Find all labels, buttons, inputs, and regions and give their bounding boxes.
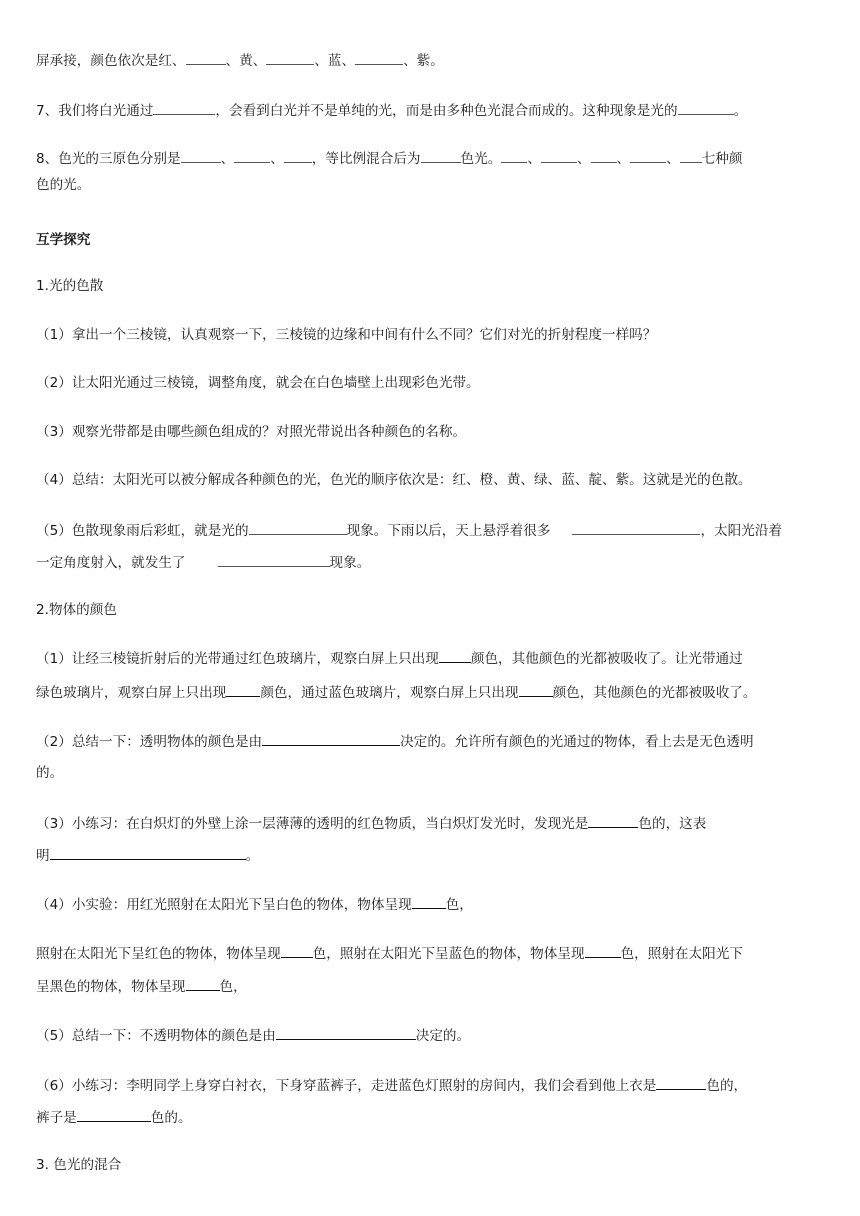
text-segment: 现象。 xyxy=(329,555,371,571)
text-segment: 色， xyxy=(445,897,473,913)
question-7 xyxy=(36,100,832,121)
fill-blank[interactable] xyxy=(186,976,220,991)
text-segment: 、 xyxy=(576,151,591,167)
fill-blank[interactable] xyxy=(630,148,666,163)
fill-blank[interactable] xyxy=(266,50,314,65)
fill-blank[interactable] xyxy=(186,50,226,65)
text-line: 的。 xyxy=(36,765,64,781)
fill-blank[interactable] xyxy=(276,1025,416,1040)
text-segment: 明 xyxy=(36,848,50,864)
text-line xyxy=(36,845,832,866)
text-segment: （4）小实验：用红光照射在太阳光下呈白色的物体，物体呈现 xyxy=(36,897,412,913)
paragraph xyxy=(36,648,832,669)
text-segment: 。 xyxy=(245,848,260,864)
fill-blank[interactable] xyxy=(412,894,446,909)
fill-blank[interactable] xyxy=(541,148,577,163)
text-segment: 、 xyxy=(270,151,284,167)
text-segment: ，会看到白光并不是单纯的光，而是由多种色光混合而成的。这种现象是光的 xyxy=(215,103,678,119)
fill-blank[interactable] xyxy=(656,1075,706,1090)
paragraph xyxy=(36,894,832,915)
text-segment: 色的。 xyxy=(150,1110,192,1126)
paragraph xyxy=(36,1075,832,1096)
fill-blank[interactable] xyxy=(519,682,553,697)
fill-blank[interactable] xyxy=(262,731,400,746)
fill-blank[interactable] xyxy=(588,813,638,828)
text-segment: 色，照射在太阳光下呈蓝色的物体，物体呈现 xyxy=(312,946,585,962)
text-segment: 、蓝、 xyxy=(314,53,356,69)
text-line xyxy=(36,682,832,703)
text-segment: 绿色玻璃片，观察白屏上只出现 xyxy=(36,685,227,701)
fill-blank[interactable] xyxy=(77,1107,151,1122)
text-segment: 色， xyxy=(219,979,247,995)
text-segment: 裤子是 xyxy=(36,1110,77,1126)
fill-blank[interactable] xyxy=(181,148,221,163)
text-segment: 色的， xyxy=(706,1078,748,1094)
text-segment: 色的，这表 xyxy=(638,816,707,832)
text-line xyxy=(36,943,832,964)
fill-blank[interactable] xyxy=(284,148,312,163)
fill-blank[interactable] xyxy=(355,50,403,65)
text-segment: （2）总结一下：透明物体的颜色是由 xyxy=(36,734,263,750)
fill-blank[interactable] xyxy=(585,943,621,958)
fill-blank[interactable] xyxy=(439,648,471,663)
fill-blank[interactable] xyxy=(678,100,734,115)
fill-blank[interactable] xyxy=(153,100,215,115)
text-segment: （5）总结一下：不透明物体的颜色是由 xyxy=(36,1028,276,1044)
text-line xyxy=(36,1107,832,1128)
question-8 xyxy=(36,148,832,169)
fill-blank[interactable] xyxy=(591,148,617,163)
text-segment: 呈黑色的物体，物体呈现 xyxy=(36,979,186,995)
text-line xyxy=(36,50,832,71)
fill-blank[interactable] xyxy=(680,148,702,163)
text-line xyxy=(36,175,832,195)
text-segment: 、黄、 xyxy=(225,53,267,69)
subsection-title: 2.物体的颜色 xyxy=(36,602,117,618)
text-line xyxy=(36,552,832,573)
fill-blank[interactable] xyxy=(234,148,270,163)
paragraph xyxy=(36,520,832,541)
text-segment: 色的光。 xyxy=(36,177,91,193)
text-segment: 、 xyxy=(666,151,680,167)
fill-blank[interactable] xyxy=(249,520,347,535)
text-segment: 、 xyxy=(527,151,541,167)
text-segment: （5）色散现象雨后彩虹，就是光的 xyxy=(36,523,249,539)
fill-blank[interactable] xyxy=(421,148,461,163)
text-segment: 照射在太阳光下呈红色的物体，物体呈现 xyxy=(36,946,281,962)
text-segment: 屏承接，颜色依次是红、 xyxy=(36,53,186,69)
fill-blank[interactable] xyxy=(501,148,527,163)
text-segment: 颜色，通过蓝色玻璃片，观察白屏上只出现 xyxy=(260,685,519,701)
fill-blank[interactable] xyxy=(50,845,246,860)
text-segment: 色，照射在太阳光下 xyxy=(620,946,743,962)
text-segment: 七种颜 xyxy=(701,151,743,167)
paragraph: （4）总结：太阳光可以被分解成各种颜色的光，色光的顺序依次是：红、橙、黄、绿、蓝、靛、紫。这就是光的色散。 xyxy=(36,472,752,488)
text-segment: 、 xyxy=(220,151,235,167)
text-segment: 、紫。 xyxy=(403,53,444,69)
text-segment: 、 xyxy=(616,151,631,167)
paragraph: （3）观察光带都是由哪些颜色组成的？对照光带说出各种颜色的名称。 xyxy=(36,424,467,440)
text-line xyxy=(36,976,832,997)
text-segment: 一定角度射入，就发生了 xyxy=(36,555,186,571)
text-segment: 色光。 xyxy=(460,151,502,167)
fill-blank[interactable] xyxy=(572,520,700,535)
text-segment: （1）让经三棱镜折射后的光带通过红色玻璃片，观察白屏上只出现 xyxy=(36,651,439,667)
paragraph xyxy=(36,731,832,752)
paragraph: （1）拿出一个三棱镜，认真观察一下，三棱镜的边缘和中间有什么不同？它们对光的折射程度一样吗？ xyxy=(36,327,657,343)
text-segment: （3）小练习：在白炽灯的外壁上涂一层薄薄的透明的红色物质，当白炽灯发光时，发现光是 xyxy=(36,816,589,832)
fill-blank[interactable] xyxy=(226,682,260,697)
text-segment: 7、我们将白光通过 xyxy=(36,103,154,119)
paragraph xyxy=(36,1025,832,1046)
text-segment: 决定的。 xyxy=(415,1028,471,1044)
text-segment: 8、色光的三原色分别是 xyxy=(36,151,181,167)
fill-blank[interactable] xyxy=(281,943,313,958)
text-segment: ，等比例混合后为 xyxy=(311,151,421,167)
text-segment: 。 xyxy=(733,103,748,119)
text-segment: 颜色，其他颜色的光都被吸收了。让光带通过 xyxy=(470,651,743,667)
subsection-title: 1.光的色散 xyxy=(36,278,104,294)
text-segment: 现象。下雨以后，天上悬浮着很多 xyxy=(346,523,551,539)
section-heading: 互学探究 xyxy=(36,232,91,248)
fill-blank[interactable] xyxy=(218,552,330,567)
paragraph: （2）让太阳光通过三棱镜，调整角度，就会在白色墙壁上出现彩色光带。 xyxy=(36,375,480,391)
subsection-title: 3. 色光的混合 xyxy=(36,1157,122,1173)
text-segment: ，太阳光沿着 xyxy=(700,523,783,539)
text-segment: （6）小练习：李明同学上身穿白衬衣，下身穿蓝裤子，走进蓝色灯照射的房间内，我们会看到他上衣是 xyxy=(36,1078,657,1094)
text-segment: 决定的。允许所有颜色的光通过的物体，看上去是无色透明 xyxy=(400,734,754,750)
paragraph xyxy=(36,813,832,834)
text-segment: 颜色，其他颜色的光都被吸收了。 xyxy=(552,685,757,701)
